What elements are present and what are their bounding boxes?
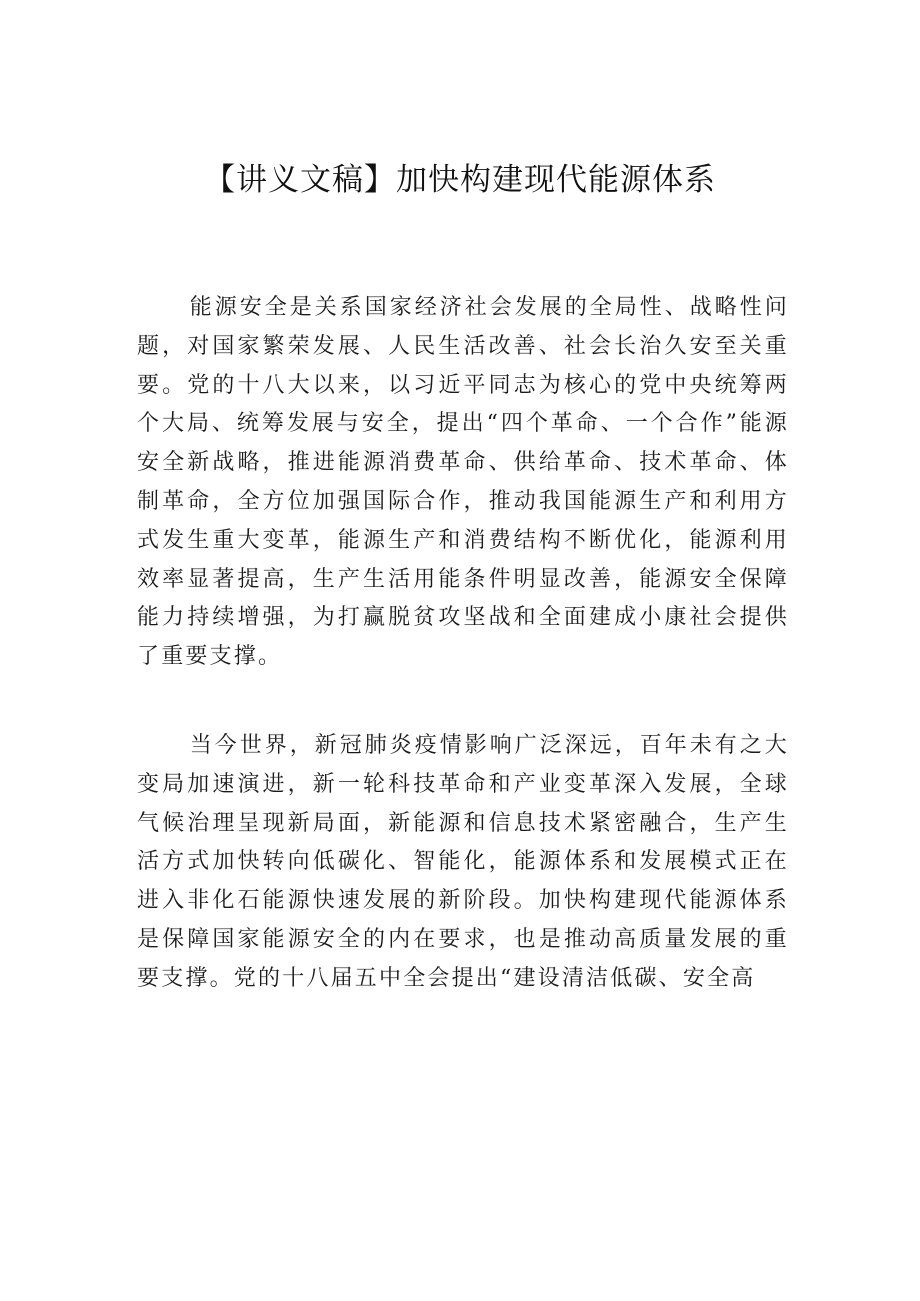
- paragraph-world-situation: 当今世界，新冠肺炎疫情影响广泛深远，百年未有之大变局加速演进，新一轮科技革命和产业变革深入发展，全球气候治理呈现新局面，新能源和信息技术紧密融合，生产生活方式加快转向低碳化、智能化，能源体系和发展模式正在进入非化石能源快速发展的新阶段。加快构建现代能源体系是保障国家能源安全的内在要求，也是推动高质量发展的重要支撑。党的十八届五中全会提出“建设清洁低碳、安全高: [137, 732, 789, 991]
- document-title: 【讲义文稿】加快构建现代能源体系: [204, 162, 716, 198]
- document-body: [137, 289, 789, 999]
- paragraph-energy-security: 能源安全是关系国家经济社会发展的全局性、战略性问题，对国家繁荣发展、人民生活改善、社会长治久安至关重要。党的十八大以来，以习近平同志为核心的党中央统筹两个大局、统筹发展与安全，提出“四个革命、一个合作”能源安全新战略，推进能源消费革命、供给革命、技术革命、体制革命，全方位加强国际合作，推动我国能源生产和利用方式发生重大变革，能源生产和消费结构不断优化，能源利用效率显著提高，生产生活用能条件明显改善，能源安全保障能力持续增强，为打赢脱贫攻坚战和全面建成小康社会提供了重要支撑。: [137, 295, 789, 670]
